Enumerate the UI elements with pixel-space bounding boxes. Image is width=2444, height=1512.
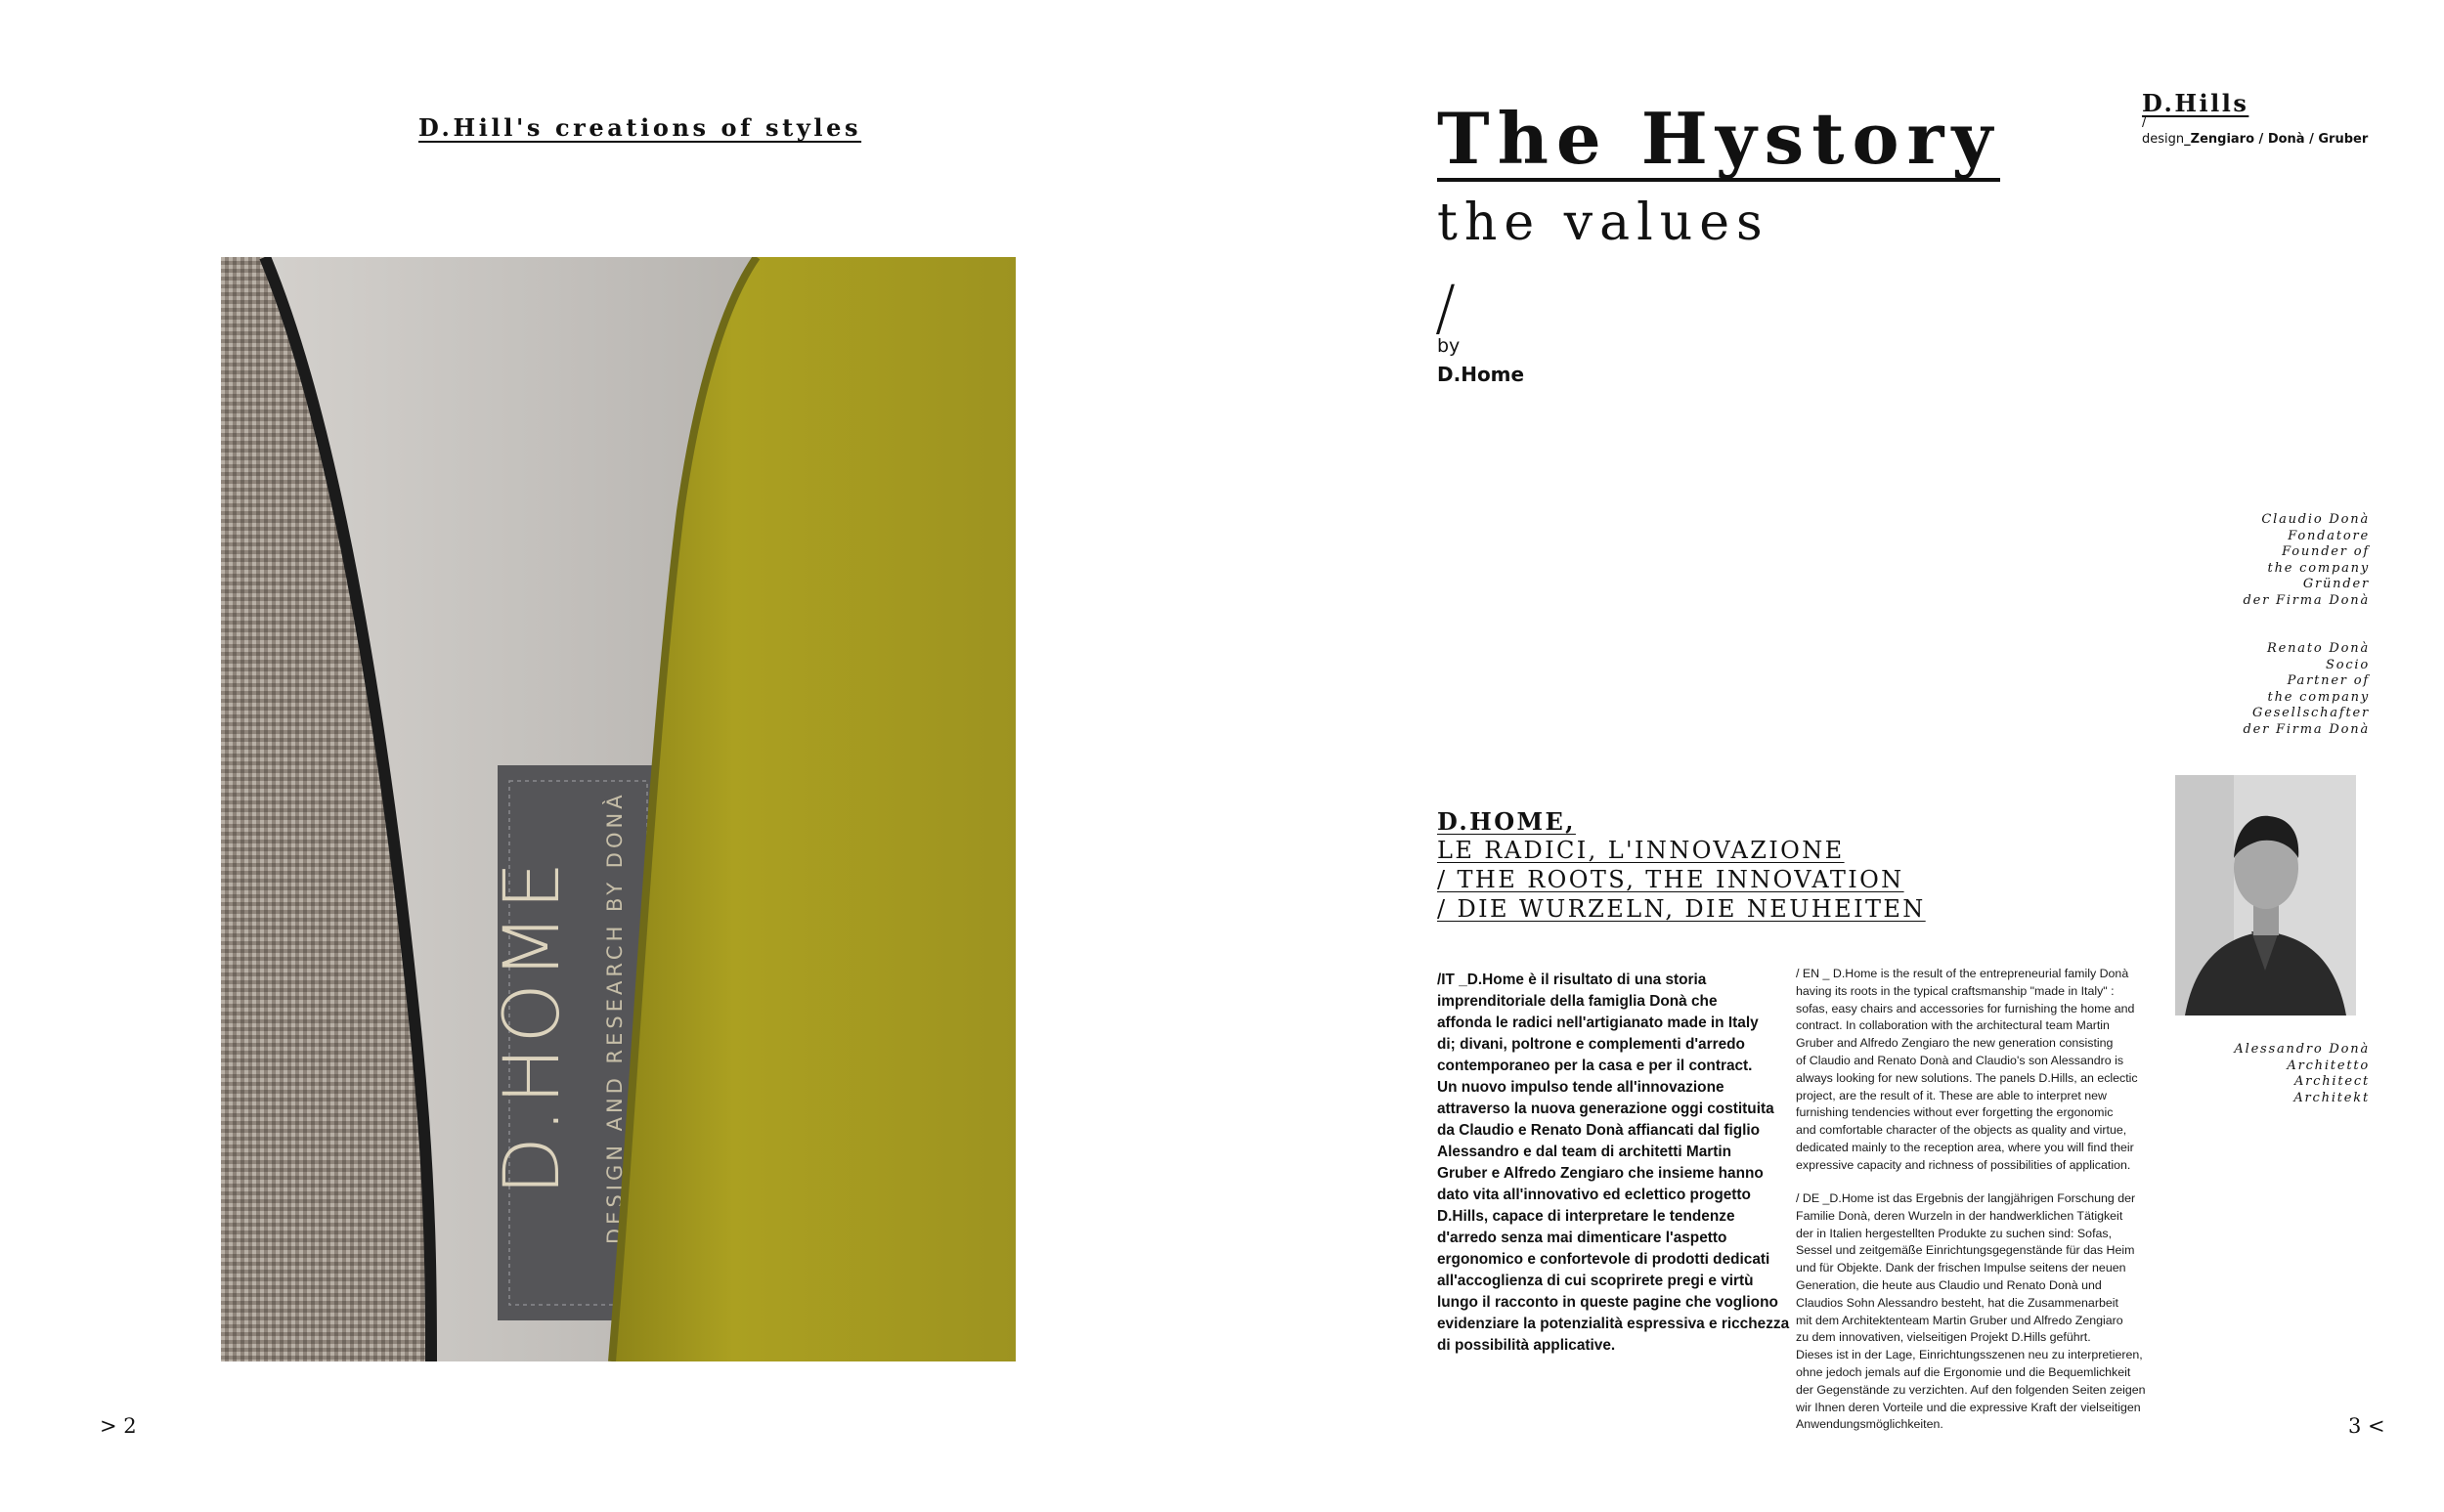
text-line: Claudios Sohn Alessandro besteht, hat die Zusammenarbeit xyxy=(1796,1295,2118,1310)
byline-label: by xyxy=(1437,335,1461,357)
person-line: Alessandro Donà xyxy=(2234,1042,2370,1057)
person-line: Architect xyxy=(2293,1074,2370,1090)
person-line: Gründer xyxy=(2302,577,2370,592)
person-claudio xyxy=(2243,512,2370,610)
text-line: d'arredo senza mai dimenticare l'aspetto xyxy=(1437,1230,1727,1246)
person-line: Renato Donà xyxy=(2267,641,2370,656)
text-line: Familie Donà, deren Wurzeln in der handwerklichen Tätigkeit xyxy=(1796,1208,2123,1223)
text-line: Anwendungsmöglichkeiten. xyxy=(1796,1417,1943,1432)
text-line: attraverso la nuova generazione oggi costituita xyxy=(1437,1101,1774,1117)
text-line: of Claudio and Renato Donà and Claudio's son Alessandro is xyxy=(1796,1053,2124,1067)
text-line: imprenditoriale della famiglia Donà che xyxy=(1437,993,1718,1010)
text-line: Sessel und zeitgemäße Einrichtungsgegenstände für das Heim xyxy=(1796,1243,2135,1258)
text-line: der in Italien hergestellten Produkte zu suchen sind: Sofas, xyxy=(1796,1226,2113,1240)
text-line: Generation, die heute aus Claudio und Renato Donà und xyxy=(1796,1277,2102,1292)
text-line: und für Objekte. Dank der frischen Impulse seitens der neuen xyxy=(1796,1261,2126,1275)
section-subtitle-de: / DIE WURZELN, DIE NEUHEITEN xyxy=(1437,895,1926,923)
text-line: having its roots in the typical craftsmanship "made in Italy" : xyxy=(1796,983,2115,998)
text-line: / DE _D.Home ist das Ergebnis der langjährigen Forschung der xyxy=(1796,1191,2136,1205)
text-line: di possibilità applicative. xyxy=(1437,1337,1616,1354)
left-page-heading: D.Hill's creations of styles xyxy=(418,113,862,142)
text-line: di; divani, poltrone e complementi d'arredo xyxy=(1437,1036,1745,1053)
design-credit xyxy=(2142,132,2368,147)
person-line: Gesellschafter xyxy=(2252,706,2370,721)
text-line: Un nuovo impulso tende all'innovazione xyxy=(1437,1079,1724,1096)
portrait-photo xyxy=(2175,775,2356,1015)
text-line: ohne jedoch jemals auf die Ergonomie und die Bequemlichkeit xyxy=(1796,1364,2131,1379)
person-line: der Firma Donà xyxy=(2243,721,2370,737)
text-line: ergonomico e confortevole di prodotti dedicati xyxy=(1437,1251,1770,1268)
page-subtitle: the values xyxy=(1437,194,1769,252)
person-alessandro xyxy=(2234,1042,2370,1106)
label-tagline-text: DESIGN AND RESEARCH BY DONÀ xyxy=(603,791,627,1244)
text-line: all'accoglienza di cui scoprirete pregi e virtù xyxy=(1437,1273,1754,1289)
person-line: Partner of xyxy=(2287,673,2370,689)
design-prefix: design xyxy=(2142,132,2185,147)
text-line: Alessandro e dal team di architetti Martin xyxy=(1437,1144,1732,1160)
text-line: Gruber and Alfredo Zengiaro the new generation consisting xyxy=(1796,1036,2114,1051)
text-line: dedicated mainly to the reception area, where you will find their xyxy=(1796,1140,2134,1154)
page-title: The Hystory xyxy=(1437,97,2001,180)
page-number-left: > 2 xyxy=(100,1414,137,1438)
section-subtitle-en: / THE ROOTS, THE INNOVATION xyxy=(1437,866,1904,893)
page-number-right: 3 < xyxy=(2348,1414,2385,1438)
person-line: Architetto xyxy=(2287,1058,2370,1073)
text-line: Gruber e Alfredo Zengiaro che insieme hanno xyxy=(1437,1165,1764,1182)
product-slash: / xyxy=(2142,115,2147,130)
person-line: the company xyxy=(2267,560,2370,576)
person-line: Claudio Donà xyxy=(2261,512,2370,527)
text-line: D.Hills, capace di interpretare le tendenze xyxy=(1437,1208,1735,1225)
text-line: lungo il racconto in queste pagine che vogliono xyxy=(1437,1294,1778,1311)
text-line: expressive capacity and richness of possibilities of application. xyxy=(1796,1157,2131,1172)
product-photo xyxy=(221,257,1016,1361)
person-line: Founder of xyxy=(2282,544,2370,560)
person-line: Fondatore xyxy=(2288,528,2370,543)
text-line: project, are the result of it. These are able to interpret new xyxy=(1796,1088,2107,1102)
product-name: D.Hills xyxy=(2142,89,2249,117)
text-line: mit dem Architektenteam Martin Gruber und Alfredo Zengiaro xyxy=(1796,1313,2123,1327)
body-text-english xyxy=(1796,966,2148,1175)
byline-brand: D.Home xyxy=(1437,363,1525,386)
text-line: always looking for new solutions. The panels D.Hills, an eclectic xyxy=(1796,1070,2138,1085)
section-title: D.HOME, xyxy=(1437,807,1576,836)
person-line: the company xyxy=(2267,689,2370,705)
text-line: contract. In collaboration with the architectural team Martin xyxy=(1796,1018,2110,1033)
section-subtitle-it: LE RADICI, L'INNOVAZIONE xyxy=(1437,837,1845,864)
text-line: and comfortable character of the objects as quality and virtue, xyxy=(1796,1123,2127,1138)
person-renato xyxy=(2243,641,2370,739)
body-text-german xyxy=(1796,1190,2148,1434)
label-brand-text: D.HOME xyxy=(489,857,577,1195)
person-line: der Firma Donà xyxy=(2243,592,2370,608)
person-line: Architekt xyxy=(2293,1090,2370,1105)
text-line: furnishing tendencies without ever forgetting the ergonomic xyxy=(1796,1105,2114,1120)
text-line: / EN _ D.Home is the result of the entrepreneurial family Donà xyxy=(1796,967,2129,980)
portrait-illustration xyxy=(2175,775,2356,1015)
text-line: dato vita all'innovativo ed eclettico progetto xyxy=(1437,1187,1751,1203)
text-line: sofas, easy chairs and accessories for furnishing the home and xyxy=(1796,1001,2135,1015)
designer-names: _Zengiaro / Donà / Gruber xyxy=(2184,132,2369,147)
text-line: affonda le radici nell'artigianato made in Italy xyxy=(1437,1015,1759,1031)
person-line: Socio xyxy=(2326,657,2370,672)
text-line: /IT _D.Home è il risultato di una storia xyxy=(1437,972,1707,988)
text-line: contemporaneo per la casa e per il contract. xyxy=(1437,1058,1753,1074)
product-photo-illustration xyxy=(221,257,1016,1361)
text-line: Dieses ist in der Lage, Einrichtungsszenen neu zu interpretieren, xyxy=(1796,1348,2143,1362)
text-line: zu dem innovativen, vielseitigen Projekt D.Hills geführt. xyxy=(1796,1330,2091,1345)
text-line: da Claudio e Renato Donà affiancati dal figlio xyxy=(1437,1122,1761,1139)
body-text-italian xyxy=(1437,970,1790,1357)
text-line: wir Ihnen deren Vorteile und die expressive Kraft der vielseitigen xyxy=(1796,1400,2141,1414)
title-slash: / xyxy=(1435,272,1456,343)
text-line: evidenziare la potenzialità espressiva e ricchezza xyxy=(1437,1316,1790,1332)
text-line: der Gegenstände zu verzichten. Auf den folgenden Seiten zeigen xyxy=(1796,1382,2146,1397)
